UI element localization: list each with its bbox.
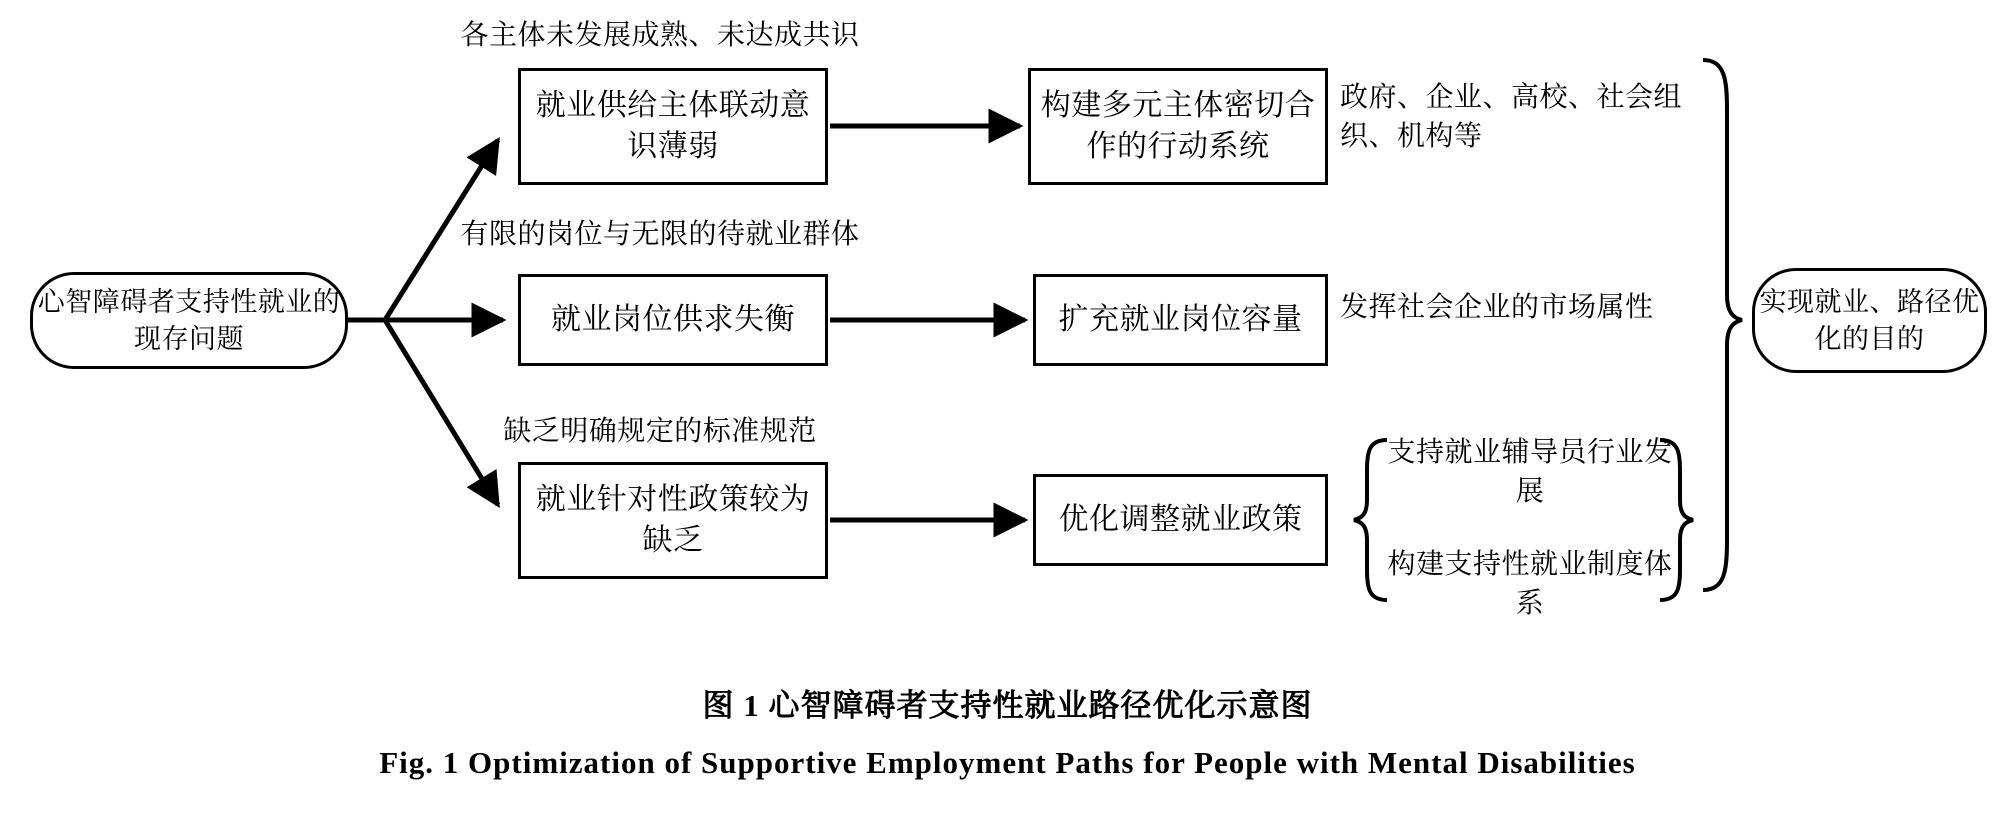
node-solution-3[interactable] [1033,474,1328,566]
detail-solution-2: 发挥社会企业的市场属性 [1340,291,1654,322]
annotation-problem-2: 有限的岗位与无限的待就业群体 [460,218,860,249]
caption-chinese: 图 1 心智障碍者支持性就业路径优化示意图 [702,688,1313,723]
detail-policy-1: 支持就业辅导员行业发展 [1387,436,1673,506]
detail-policy-2: 构建支持性就业制度体系 [1387,548,1673,618]
caption-english: Fig. 1 Optimization of Supportive Employment Paths for People with Mental Disabilities [379,745,1636,780]
detail-solution-1: 政府、企业、高校、社会组织、机构等 [1340,81,1683,151]
node-goal[interactable] [1752,268,1987,373]
annotation-problem-1: 各主体未发展成熟、未达成共识 [460,19,860,50]
node-problem-1[interactable] [518,68,828,185]
node-goal-label: 实现就业、路径优化的目的 [1759,287,1980,354]
node-problem-3[interactable] [518,462,828,579]
node-solution-2-label: 扩充就业岗位容量 [1058,302,1303,336]
node-solution-1-label: 构建多元主体密切合作的行动系统 [1040,89,1316,163]
node-solution-3-label: 优化调整就业政策 [1058,502,1303,536]
node-solution-1[interactable] [1028,68,1328,185]
node-problem-1-label: 就业供给主体联动意识薄弱 [535,89,811,163]
brace-goal [1703,60,1742,590]
node-solution-2[interactable] [1033,274,1328,366]
node-problem-2-label: 就业岗位供求失衡 [551,302,795,336]
node-root-problem-label: 心智障碍者支持性就业的现存问题 [37,287,341,354]
node-problem-2[interactable] [518,274,828,366]
brace-policy-left [1354,440,1387,600]
annotation-problem-3: 缺乏明确规定的标准规范 [503,415,817,446]
node-root-problem[interactable] [30,272,348,369]
node-problem-3-label: 就业针对性政策较为缺乏 [535,483,811,557]
